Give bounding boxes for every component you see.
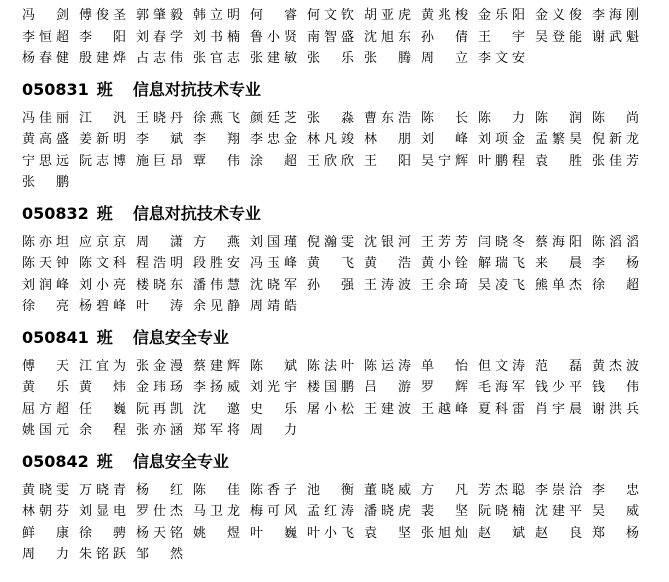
major-name: 信息对抗技术专业: [132, 203, 261, 223]
student-name: 张 乐: [307, 51, 354, 66]
student-name: 黄小铨: [421, 256, 468, 271]
student-name: 沈银河: [364, 234, 411, 250]
student-name: 姚国元: [22, 423, 69, 438]
class-heading: [22, 204, 669, 224]
top-name-grid: [22, 5, 669, 70]
student-name: 李 斌: [136, 132, 183, 147]
student-name: 徐 骋: [79, 525, 126, 541]
student-name: 阮再凯: [136, 401, 183, 417]
student-name: 倪瀚雯: [307, 234, 354, 250]
student-name: 来 晨: [535, 256, 582, 271]
student-name: 胡亚虎: [364, 8, 411, 23]
student-name: 黄兆梭: [421, 8, 468, 23]
student-name: 裴 坚: [421, 504, 468, 519]
class-code: 050832: [22, 203, 89, 223]
student-name: 吕 游: [364, 380, 411, 395]
student-name: 刘 峰: [421, 132, 468, 147]
student-name: 黄杰波: [592, 358, 639, 374]
student-name: 赵 斌: [478, 525, 525, 541]
student-name: 张金漫: [136, 358, 183, 374]
student-name: 郑军将: [193, 423, 240, 438]
student-name: 黄 炜: [79, 380, 126, 395]
class-suffix: 班: [96, 327, 113, 347]
class-code: 050841: [22, 327, 89, 347]
student-name: 张建敏: [250, 51, 297, 66]
student-name: 陈天钟: [22, 256, 69, 271]
student-name: 毛海军: [478, 380, 525, 395]
student-name: 钱 伟: [592, 380, 639, 395]
student-name: 邹 然: [136, 547, 183, 562]
student-name: 傅 天: [22, 358, 69, 374]
student-name: 陈 斌: [250, 358, 297, 374]
student-name: 谢武魁: [592, 29, 639, 45]
student-name: 李崇洽: [535, 482, 582, 498]
student-name: 闫晓冬: [478, 234, 525, 250]
student-name: 颜廷芝: [250, 110, 297, 126]
student-name: 董晓威: [364, 482, 411, 498]
student-name: 解瑞飞: [478, 256, 525, 271]
student-name: 倪新龙: [592, 132, 639, 147]
student-name: 姚 煜: [193, 525, 240, 541]
student-name: 叶 巍: [250, 525, 297, 541]
student-name: 孟繁昊: [535, 132, 582, 147]
student-name: 宁思远: [22, 153, 69, 169]
student-name: 张 鹏: [22, 175, 69, 190]
student-name: 杨碧峰: [79, 299, 126, 314]
class-heading: [22, 328, 669, 348]
student-name: 周 力: [250, 423, 297, 438]
student-name: 罗仕杰: [136, 504, 183, 519]
student-name: 程浩明: [136, 256, 183, 271]
student-name: 傅俊圣: [79, 8, 126, 23]
student-name: 李忠金: [250, 132, 297, 147]
student-name: 潘伟慧: [193, 277, 240, 293]
student-name: 陈 润: [535, 110, 582, 126]
student-name: 殷建烨: [79, 51, 126, 66]
student-name: 林凡竣: [307, 132, 354, 147]
student-name: 陈法叶: [307, 358, 354, 374]
class-code: 050842: [22, 451, 89, 471]
student-name: 张 淼: [307, 110, 354, 126]
student-name: 何 睿: [250, 8, 297, 23]
student-name: 张亦涵: [136, 423, 183, 438]
student-name: 陈 长: [421, 110, 468, 126]
student-name: 谢洪兵: [592, 401, 639, 417]
student-name: 万晓青: [79, 482, 126, 498]
student-name: 陈 力: [478, 110, 525, 126]
student-name: 周 潇: [136, 234, 183, 250]
student-name: 黄 飞: [307, 256, 354, 271]
student-name: 王欣欣: [307, 153, 354, 169]
student-name: 芳杰聪: [478, 482, 525, 498]
class-heading: [22, 452, 669, 472]
student-name: 王 阳: [364, 153, 411, 169]
student-name: 孙 强: [307, 277, 354, 293]
major-name: 信息安全专业: [132, 327, 229, 347]
student-name: 冯 剑: [22, 8, 69, 23]
student-name: 江 汎: [79, 110, 126, 126]
student-name: 陈 尚: [592, 110, 639, 126]
student-name: 李海刚: [592, 8, 639, 23]
student-name: 楼晓东: [136, 277, 183, 293]
student-name: 蔡海阳: [535, 234, 582, 250]
student-name: 王涛波: [364, 277, 411, 293]
student-name: 王 宇: [478, 29, 525, 45]
student-name: 陈滔滔: [592, 234, 639, 250]
major-name: 信息对抗技术专业: [132, 79, 261, 99]
student-name: 史 乐: [250, 401, 297, 417]
class-suffix: 班: [96, 451, 113, 471]
student-name: 徐 超: [592, 277, 639, 293]
student-name: 刘小亮: [79, 277, 126, 293]
student-name: 黄晓雯: [22, 482, 69, 498]
major-name: 信息安全专业: [132, 451, 229, 471]
student-name: 陈文科: [79, 256, 126, 271]
class-suffix: 班: [96, 203, 113, 223]
student-name: 冯佳丽: [22, 110, 69, 126]
student-name: 韩立明: [193, 8, 240, 23]
student-name: 刘光宇: [250, 380, 297, 395]
student-name: 王越峰: [421, 401, 468, 417]
student-name: 陈亦坦: [22, 234, 69, 250]
student-name: 赵 良: [535, 525, 582, 541]
student-name: 刘润峰: [22, 277, 69, 293]
student-name: 单 怡: [421, 358, 468, 374]
student-name: 楼国鹏: [307, 380, 354, 395]
student-name: 刘项金: [478, 132, 525, 147]
student-name: 江宜为: [79, 358, 126, 374]
student-name: 陈香子: [250, 482, 297, 498]
student-name: 陈 佳: [193, 482, 240, 498]
student-name: 叶小飞: [307, 525, 354, 541]
student-name: 李 阳: [79, 29, 126, 45]
student-name: 鲁小贤: [250, 29, 297, 45]
student-name: 屠小松: [307, 401, 354, 417]
sections-container: [22, 80, 669, 566]
student-name: 应京京: [79, 234, 126, 250]
student-name: 李 杨: [592, 256, 639, 271]
student-name: 郑 杨: [592, 525, 639, 541]
student-name: 周 立: [421, 51, 468, 66]
student-name: 徐燕飞: [193, 110, 240, 126]
student-name: 周 力: [22, 547, 69, 562]
student-name: 林 朋: [364, 132, 411, 147]
student-name: 刘显电: [79, 504, 126, 519]
student-name: 方 凡: [421, 482, 468, 498]
student-name: 刘春学: [136, 29, 183, 45]
student-name: 段胜安: [193, 256, 240, 271]
section-name-grid: [22, 232, 669, 318]
student-name: 杨春健: [22, 51, 69, 66]
student-name: 张 腾: [364, 51, 411, 66]
student-name: 覃 伟: [193, 153, 240, 169]
student-name: 金义俊: [535, 8, 582, 23]
class-code: 050831: [22, 79, 89, 99]
student-name: 余 程: [79, 423, 126, 438]
student-name: 马卫龙: [193, 504, 240, 519]
student-name: 姜新明: [79, 132, 126, 147]
student-name: 王建波: [364, 401, 411, 417]
student-name: 李文安: [478, 51, 525, 66]
student-name: 王芳芳: [421, 234, 468, 250]
student-name: 潘晓虎: [364, 504, 411, 519]
student-name: 叶鹏程: [478, 153, 525, 169]
student-name: 刘书楠: [193, 29, 240, 45]
student-name: 周靖皓: [250, 299, 297, 314]
student-name: 范 磊: [535, 358, 582, 374]
student-name: 李 忠: [592, 482, 639, 498]
student-name: 吴登能: [535, 29, 582, 45]
student-name: 冯玉峰: [250, 256, 297, 271]
student-name: 叶 涛: [136, 299, 183, 314]
student-name: 占志伟: [136, 51, 183, 66]
student-name: 肖宇晨: [535, 401, 582, 417]
student-name: 杨 红: [136, 482, 183, 498]
class-heading: [22, 80, 669, 100]
student-name: 刘国瑾: [250, 234, 297, 250]
student-name: 朱铭跃: [79, 547, 126, 562]
class-suffix: 班: [96, 79, 113, 99]
student-name: 施巨昂: [136, 153, 183, 169]
student-name: 李扬威: [193, 380, 240, 395]
student-name: 金玮玚: [136, 380, 183, 395]
student-name: 何文钦: [307, 8, 354, 23]
student-name: 沈旭东: [364, 29, 411, 45]
student-name: 任 巍: [79, 401, 126, 417]
student-name: 梅可风: [250, 504, 297, 519]
student-name: 熊单杰: [535, 277, 582, 293]
student-name: 袁 坚: [364, 525, 411, 541]
section-name-grid: [22, 356, 669, 442]
student-name: 张佳芳: [592, 153, 639, 169]
student-name: 王余琦: [421, 277, 468, 293]
student-name: 袁 胜: [535, 153, 582, 169]
student-name: 蔡建辉: [193, 358, 240, 374]
student-name: 屈方超: [22, 401, 69, 417]
student-name: 王晓丹: [136, 110, 183, 126]
student-name: 徐 亮: [22, 299, 69, 314]
student-name: 杨天铭: [136, 525, 183, 541]
student-name: 沈 邀: [193, 401, 240, 417]
student-name: 吴 威: [592, 504, 639, 519]
student-name: 吴宁辉: [421, 153, 468, 169]
student-name: 郭肇毅: [136, 8, 183, 23]
student-name: 方 燕: [193, 234, 240, 250]
student-name: 金乐阳: [478, 8, 525, 23]
student-name: 南智盛: [307, 29, 354, 45]
student-name: 沈建平: [535, 504, 582, 519]
student-name: 罗 辉: [421, 380, 468, 395]
student-name: 黄 乐: [22, 380, 69, 395]
student-name: 孟红涛: [307, 504, 354, 519]
student-name: 黄 浩: [364, 256, 411, 271]
student-name: 池 衡: [307, 482, 354, 498]
student-name: 张官志: [193, 51, 240, 66]
student-name: 曹东浩: [364, 110, 411, 126]
student-name: 夏科雷: [478, 401, 525, 417]
student-name: 沈晓军: [250, 277, 297, 293]
student-name: 余见静: [193, 299, 240, 314]
student-name: 钱少平: [535, 380, 582, 395]
student-name: 鲜 康: [22, 525, 69, 541]
student-name: 涂 超: [250, 153, 297, 169]
student-name: 但文涛: [478, 358, 525, 374]
student-name: 黄高盛: [22, 132, 69, 147]
student-name: 孙 倩: [421, 29, 468, 45]
student-name: 林朝芬: [22, 504, 69, 519]
student-name: 陈运涛: [364, 358, 411, 374]
section-name-grid: [22, 108, 669, 194]
student-name: 吴凌飞: [478, 277, 525, 293]
student-name: 李恒超: [22, 29, 69, 45]
student-name: 李 翔: [193, 132, 240, 147]
student-name: 阮志博: [79, 153, 126, 169]
section-name-grid: [22, 480, 669, 566]
student-name: 张旭灿: [421, 525, 468, 541]
student-name: 阮晓楠: [478, 504, 525, 519]
